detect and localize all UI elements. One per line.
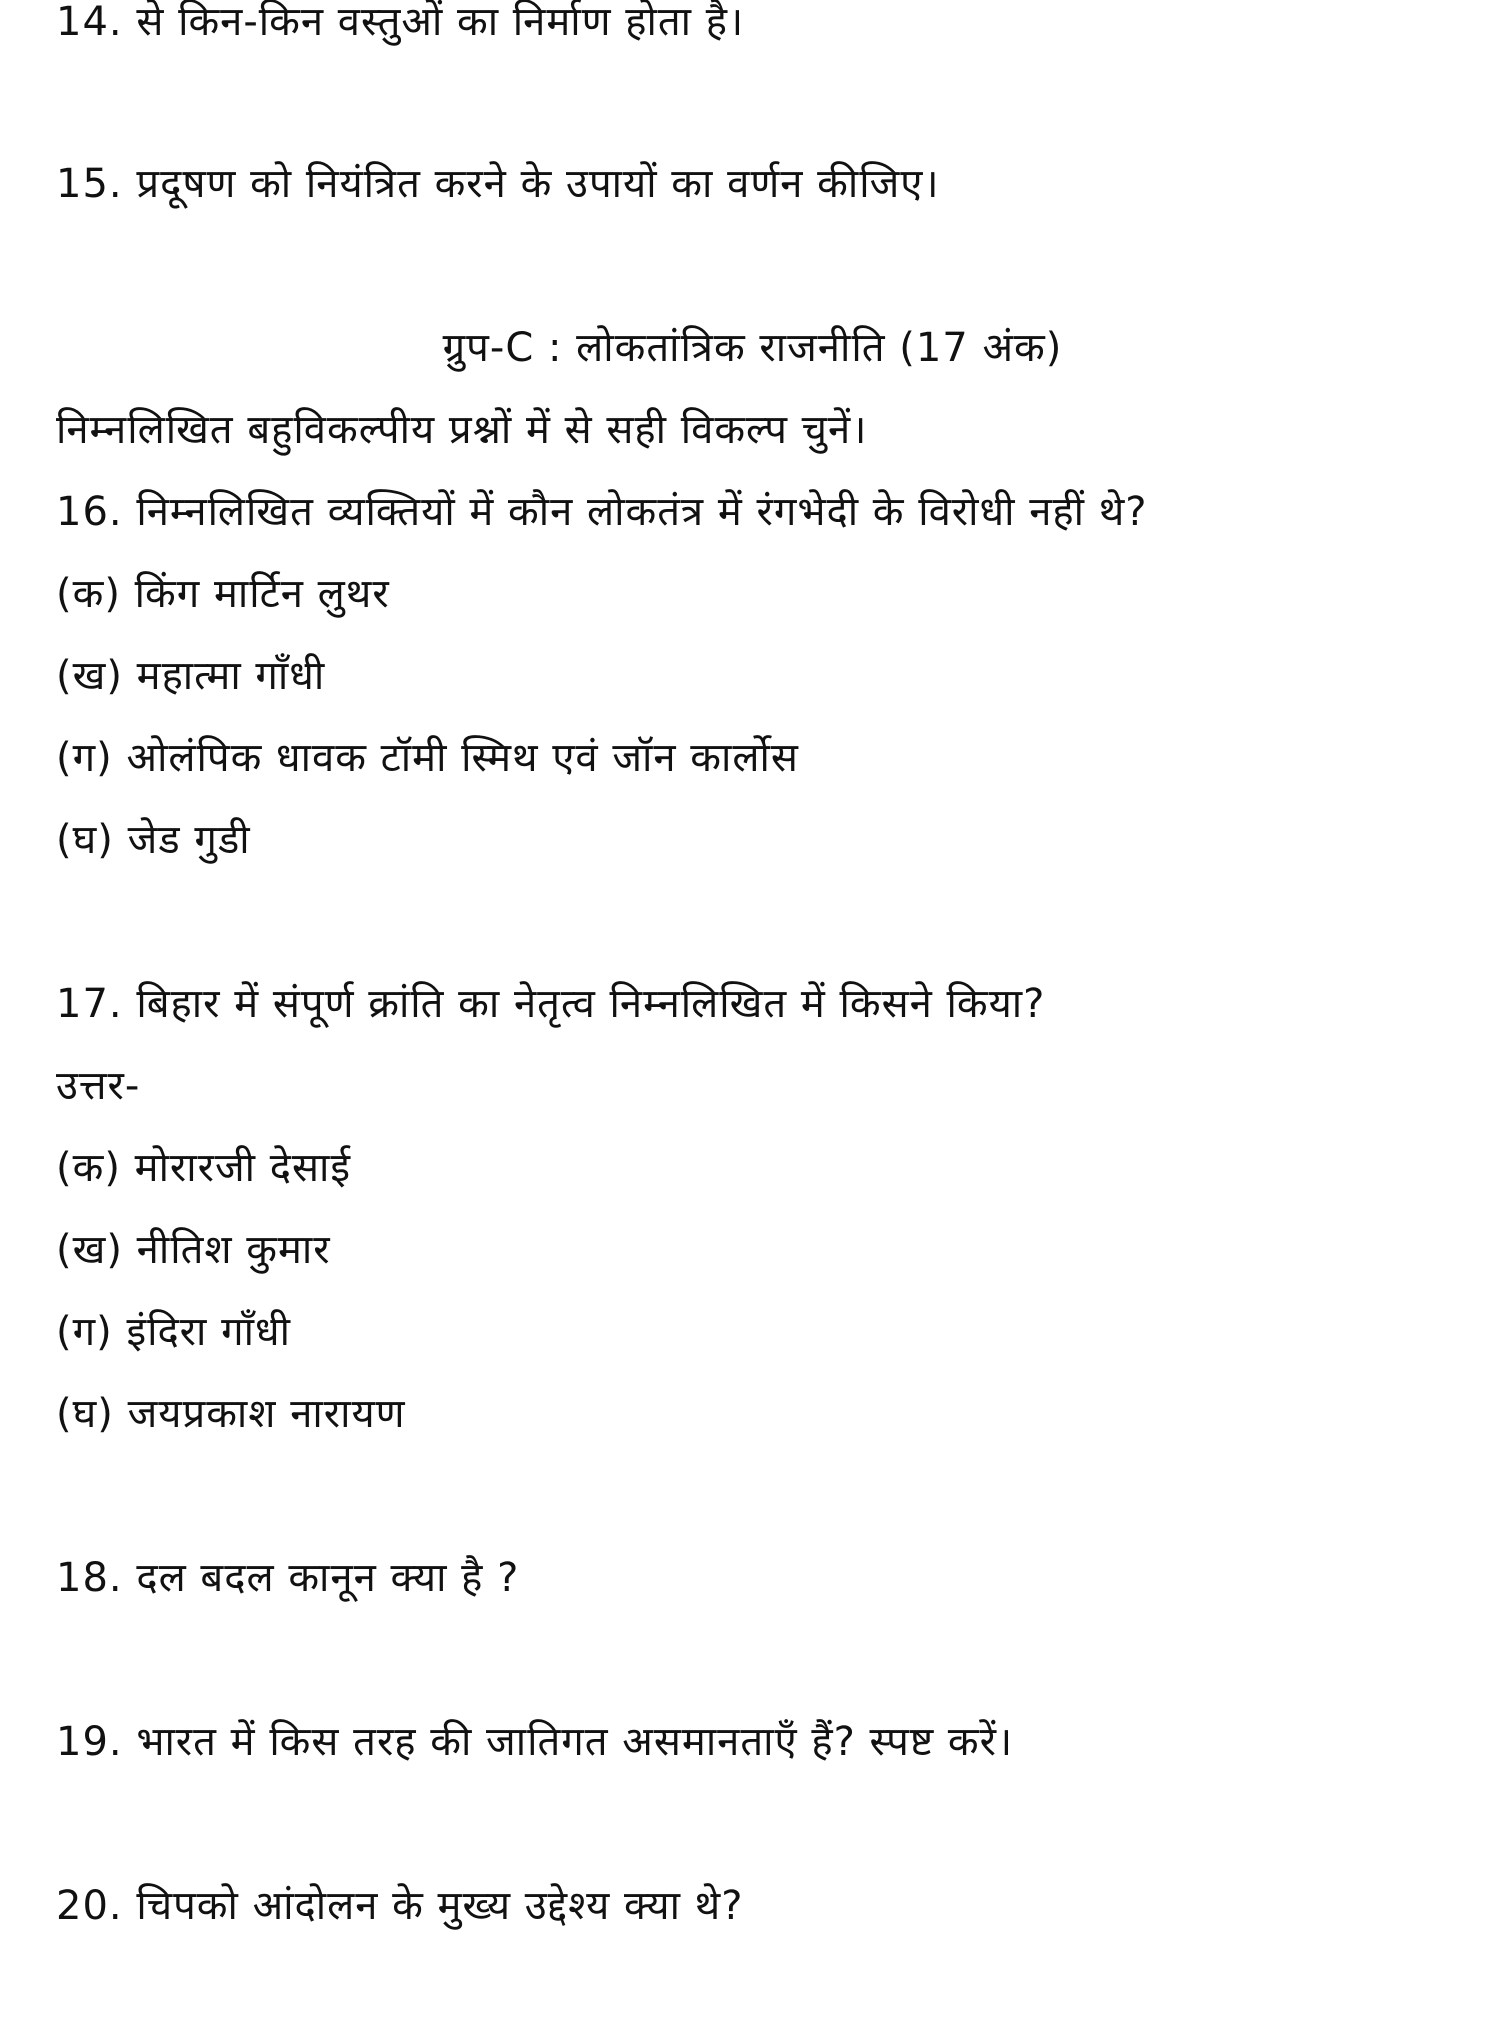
question-18: 18. दल बदल कानून क्या है ? [56, 1555, 520, 1601]
q16-option-ga: (ग) ओलंपिक धावक टॉमी स्मिथ एवं जॉन कार्लोस [56, 735, 799, 781]
q17-option-ga: (ग) इंदिरा गाँधी [56, 1309, 291, 1355]
q17-option-gha: (घ) जयप्रकाश नारायण [56, 1391, 406, 1437]
question-20: 20. चिपको आंदोलन के मुख्य उद्देश्य क्या थे? [56, 1883, 744, 1929]
q16-option-kha: (ख) महात्मा गाँधी [56, 653, 326, 699]
question-15: 15. प्रदूषण को नियंत्रित करने के उपायों का वर्णन कीजिए। [56, 161, 940, 207]
q16-option-ka: (क) किंग मार्टिन लुथर [56, 571, 390, 617]
question-17: 17. बिहार में संपूर्ण क्रांति का नेतृत्व निम्नलिखित में किसने किया? [56, 981, 1046, 1027]
q17-answer-label: उत्तर- [56, 1063, 141, 1109]
section-heading: ग्रुप-C : लोकतांत्रिक राजनीति (17 अंक) [442, 325, 1063, 371]
q17-option-kha: (ख) नीतिश कुमार [56, 1227, 331, 1273]
q17-option-ka: (क) मोरारजी देसाई [56, 1145, 352, 1191]
question-14: 14. से किन-किन वस्तुओं का निर्माण होता है। [56, 0, 745, 45]
question-16: 16. निम्नलिखित व्यक्तियों में कौन लोकतंत्र में रंगभेदी के विरोधी नहीं थे? [56, 489, 1148, 535]
section-instruction: निम्नलिखित बहुविकल्पीय प्रश्नों में से सही विकल्प चुनें। [56, 407, 868, 453]
q16-option-gha: (घ) जेड गुडी [56, 817, 251, 863]
question-19: 19. भारत में किस तरह की जातिगत असमानताएँ हैं? स्पष्ट करें। [56, 1719, 1014, 1765]
